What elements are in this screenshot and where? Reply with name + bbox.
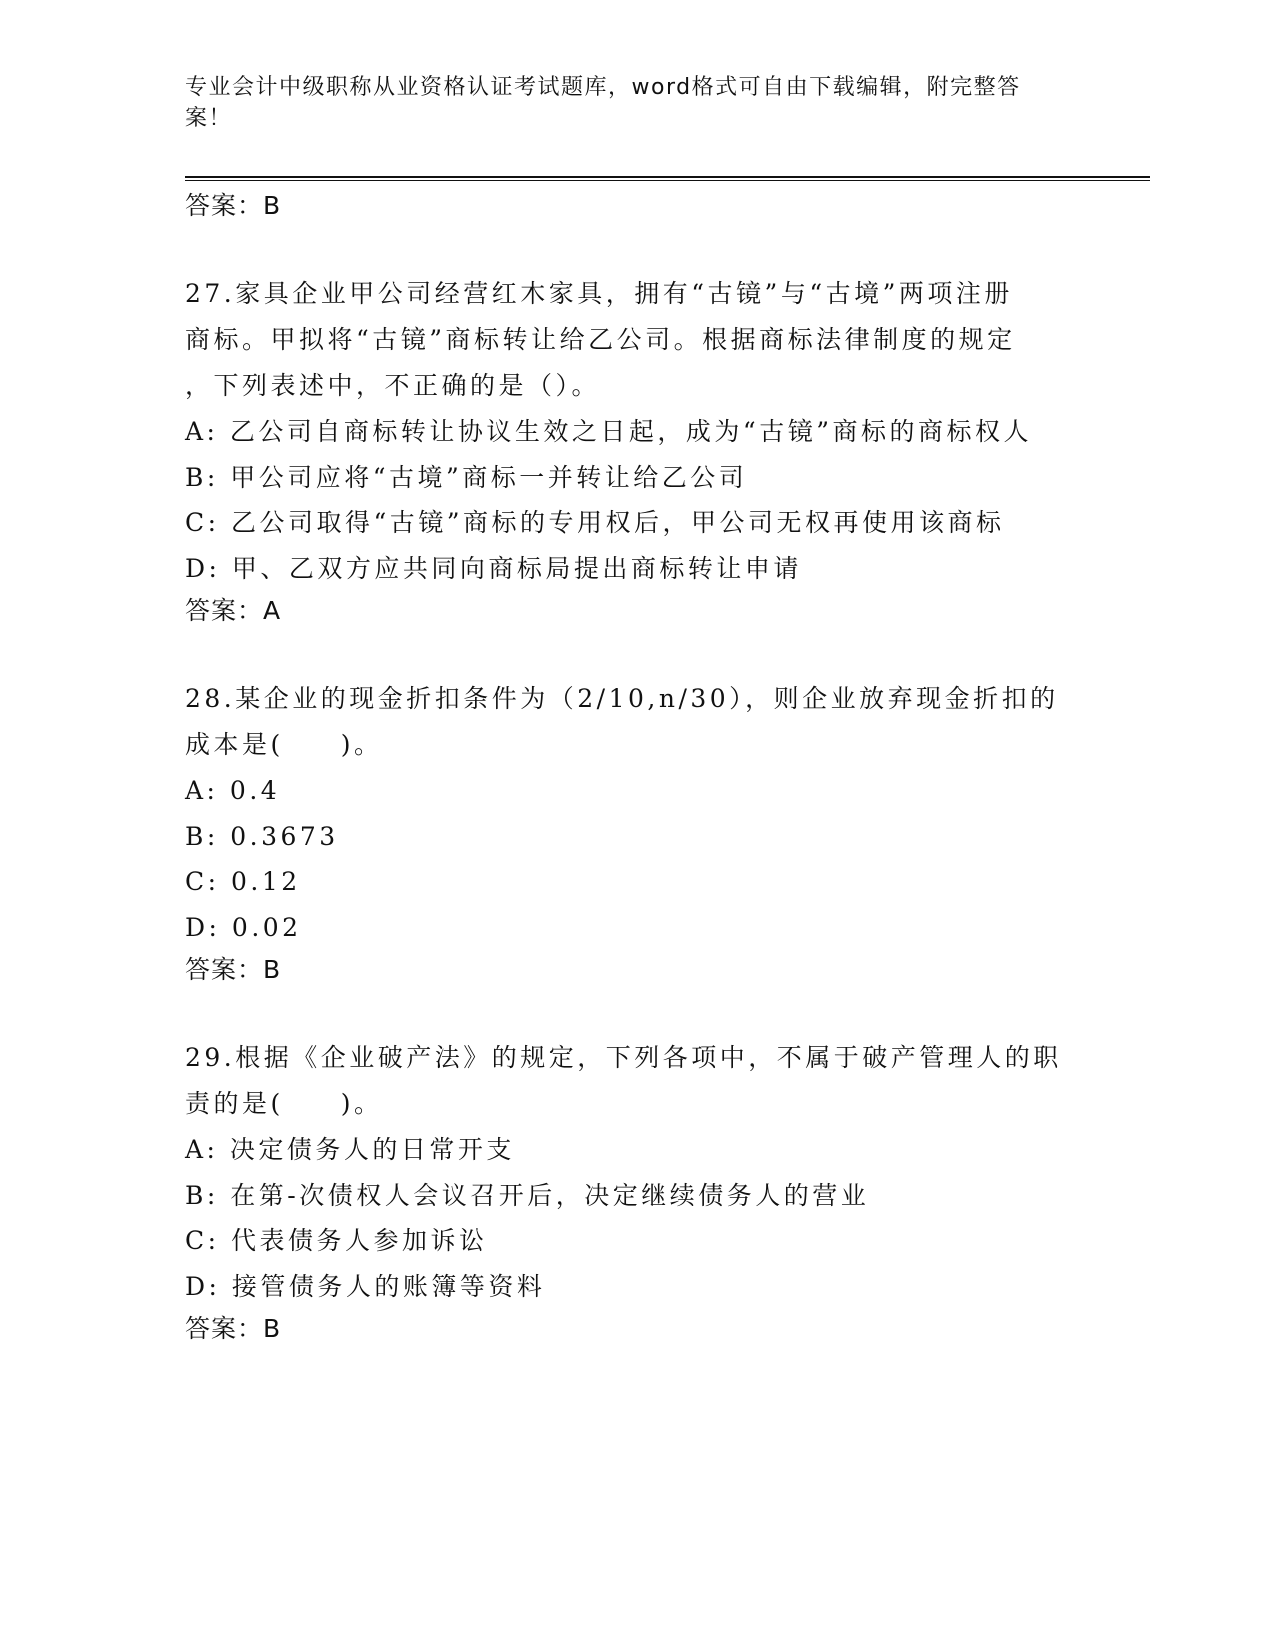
answer-line: 答案：B [185,191,282,220]
option-a: A: 0.4 [185,776,281,805]
option-b: B: 在第-次债权人会议召开后，决定继续债务人的营业 [185,1180,870,1210]
option-d: D: 0.02 [185,912,302,942]
option-a: A: 乙公司自商标转让协议生效之日起，成为“古镜”商标的商标权人 [185,417,1032,446]
document-header: 专业会计中级职称从业资格认证考试题库，word格式可自由下载编辑，附完整答案！ [185,75,1021,131]
option-c: C: 代表债务人参加诉讼 [185,1226,488,1255]
question-list [185,190,1085,1345]
option-a: A: 决定债务人的日常开支 [185,1135,515,1164]
answer-line: 答案：B [185,1314,282,1343]
option-b: B: 0.3673 [185,821,339,851]
question-text-line: 商标。甲拟将“古镜”商标转让给乙公司。根据商标法律制度的规定 [185,325,1016,354]
question-text-line: 29.根据《企业破产法》的规定，下列各项中，不属于破产管理人的职 [185,1043,1062,1072]
option-b: B: 甲公司应将“古境”商标一并转让给乙公司 [185,462,748,492]
question-text-line: 28.某企业的现金折扣条件为（2/10,n/30），则企业放弃现金折扣的 [185,684,1059,713]
question-text-line: 27.家具企业甲公司经营红木家具，拥有“古镜”与“古境”两项注册 [185,279,1013,308]
answer-line: 答案：B [185,955,282,984]
question-text-line: 成本是( )。 [185,730,383,759]
question-28 [185,676,1085,986]
header-divider [185,176,1150,181]
question-27 [185,271,1085,627]
answer-line: 答案：A [185,596,282,625]
option-d: D: 接管债务人的账簿等资料 [185,1271,546,1301]
question-text-line: 责的是( )。 [185,1089,383,1118]
question-text-line: ，下列表述中，不正确的是（）。 [185,371,601,400]
option-d: D: 甲、乙双方应共同向商标局提出商标转让申请 [185,553,802,583]
option-c: C: 0.12 [185,867,301,896]
option-c: C: 乙公司取得“古镜”商标的专用权后，甲公司无权再使用该商标 [185,508,1005,537]
question-29 [185,1035,1085,1345]
